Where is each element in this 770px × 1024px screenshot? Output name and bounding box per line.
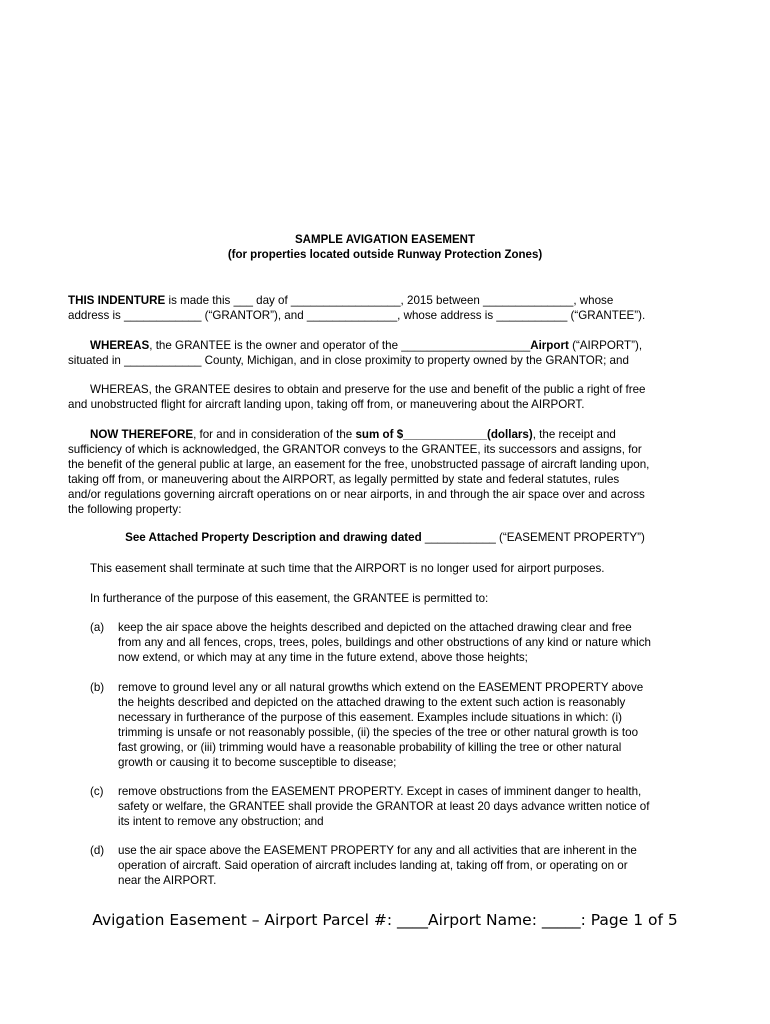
page-footer: Avigation Easement – Airport Parcel #: ____Airport Name: _____: Page 1 of 5 — [92, 911, 678, 929]
item-text — [118, 843, 702, 888]
airport-bold: Airport — [530, 339, 569, 352]
indenture-line2: address is ____________ (“GRANTOR”), and ______________, whose address is ___________ (“GRANTEE”). — [68, 309, 646, 322]
indenture-paragraph — [68, 293, 700, 323]
whereas-lead: WHEREAS — [90, 339, 150, 352]
terminate-paragraph: This easement shall terminate at such time that the AIRPORT is no longer used for airport purposes. — [90, 562, 605, 575]
item-line: near the AIRPORT. — [118, 874, 217, 887]
document-subtitle: (for properties located outside Runway Protection Zones) — [227, 249, 543, 261]
item-text — [118, 680, 702, 770]
now-therefore-paragraph — [68, 427, 700, 517]
sum-bold: sum of $_____________(dollars) — [355, 428, 533, 441]
item-line: the heights described and depicted on the attached drawing to the extent such action is reasonably — [118, 696, 626, 709]
item-line: remove obstructions from the EASEMENT PROPERTY. Except in cases of imminent danger to health, — [118, 785, 642, 798]
now-therefore-line6: the following property: — [68, 503, 182, 516]
now-therefore-line5: and/or regulations governing aircraft operations on or near airports, in and through the air space over and across — [68, 488, 645, 501]
item-line: necessary in furtherance of the purpose of this easement. Examples include situations in which: (i) — [118, 711, 622, 724]
now-therefore-lead: NOW THEREFORE — [90, 428, 194, 441]
item-label: (c) — [90, 785, 104, 798]
list-item-a — [90, 620, 702, 665]
item-text — [118, 784, 702, 829]
item-line: now extend, or which may at any time in the future extend, above those heights; — [118, 651, 528, 664]
whereas-owner-paragraph — [68, 338, 700, 368]
whereas1-part1: , the GRANTEE is the owner and operator of the ____________________ — [149, 339, 531, 352]
document-title: SAMPLE AVIGATION EASEMENT — [295, 234, 475, 246]
item-line: fast growing, or (iii) trimming would have a reasonable probability of killing the tree or other natural — [118, 741, 622, 754]
item-line: use the air space above the EASEMENT PROPERTY for any and all activities that are inherent in the — [118, 844, 637, 857]
indenture-lead: THIS INDENTURE — [68, 294, 166, 307]
indenture-line1: is made this ___ day of _________________, 2015 between ______________, whose — [165, 294, 614, 307]
list-item-c — [90, 784, 702, 829]
item-line: keep the air space above the heights described and depicted on the attached drawing clear and free — [118, 621, 632, 634]
now-therefore-line2: sufficiency of which is acknowledged, the GRANTOR conveys to the GRANTEE, its successors and assigns, for — [68, 443, 642, 456]
item-text — [118, 620, 702, 665]
whereas2-line1: WHEREAS, the GRANTEE desires to obtain and preserve for the use and benefit of the public a right of free — [90, 383, 646, 396]
now-therefore-line4: taking off from, or maneuvering about the AIRPORT, as legally permitted by state and federal statutes, rules — [68, 473, 620, 486]
furtherance-paragraph: In furtherance of the purpose of this easement, the GRANTEE is permitted to: — [90, 592, 489, 605]
item-line: trimming is unsafe or not reasonably possible, (ii) the species of the tree or other natural growth is too — [118, 726, 639, 739]
see-attached-rest: ___________ (“EASEMENT PROPERTY”) — [421, 531, 645, 544]
now-therefore-part1: , for and in consideration of the — [193, 428, 356, 441]
item-line: its intent to remove any obstruction; and — [118, 815, 324, 828]
see-attached-line — [0, 531, 770, 544]
item-label: (b) — [90, 681, 105, 694]
item-line: operation of aircraft. Said operation of aircraft includes landing at, taking off from, or operating on or — [118, 859, 628, 872]
item-line: growth or causing it to become susceptible to disease; — [118, 756, 397, 769]
list-item-d — [90, 843, 702, 888]
list-item-b — [90, 680, 702, 770]
whereas-desire-paragraph — [68, 382, 700, 412]
item-line: safety or welfare, the GRANTEE shall provide the GRANTOR at least 20 days advance written notice of — [118, 800, 650, 813]
whereas1-part2: (“AIRPORT”), — [568, 339, 643, 352]
whereas1-line2: situated in ____________ County, Michigan, and in close proximity to property owned by the GRANTOR; and — [68, 354, 629, 367]
item-line: from any and all fences, crops, trees, poles, buildings and other obstructions of any kind or nature which — [118, 636, 651, 649]
now-therefore-line3: the benefit of the general public at large, an easement for the free, unobstructed passage of aircraft landing upon, — [68, 458, 650, 471]
see-attached-bold: See Attached Property Description and drawing dated — [125, 531, 422, 544]
now-therefore-part2: , the receipt and — [532, 428, 616, 441]
item-line: remove to ground level any or all natural growths which extend on the EASEMENT PROPERTY above — [118, 681, 644, 694]
whereas2-line2: and unobstructed flight for aircraft landing upon, taking off from, or maneuvering about the AIRPORT. — [68, 398, 585, 411]
item-label: (a) — [90, 621, 105, 634]
item-label: (d) — [90, 844, 105, 857]
